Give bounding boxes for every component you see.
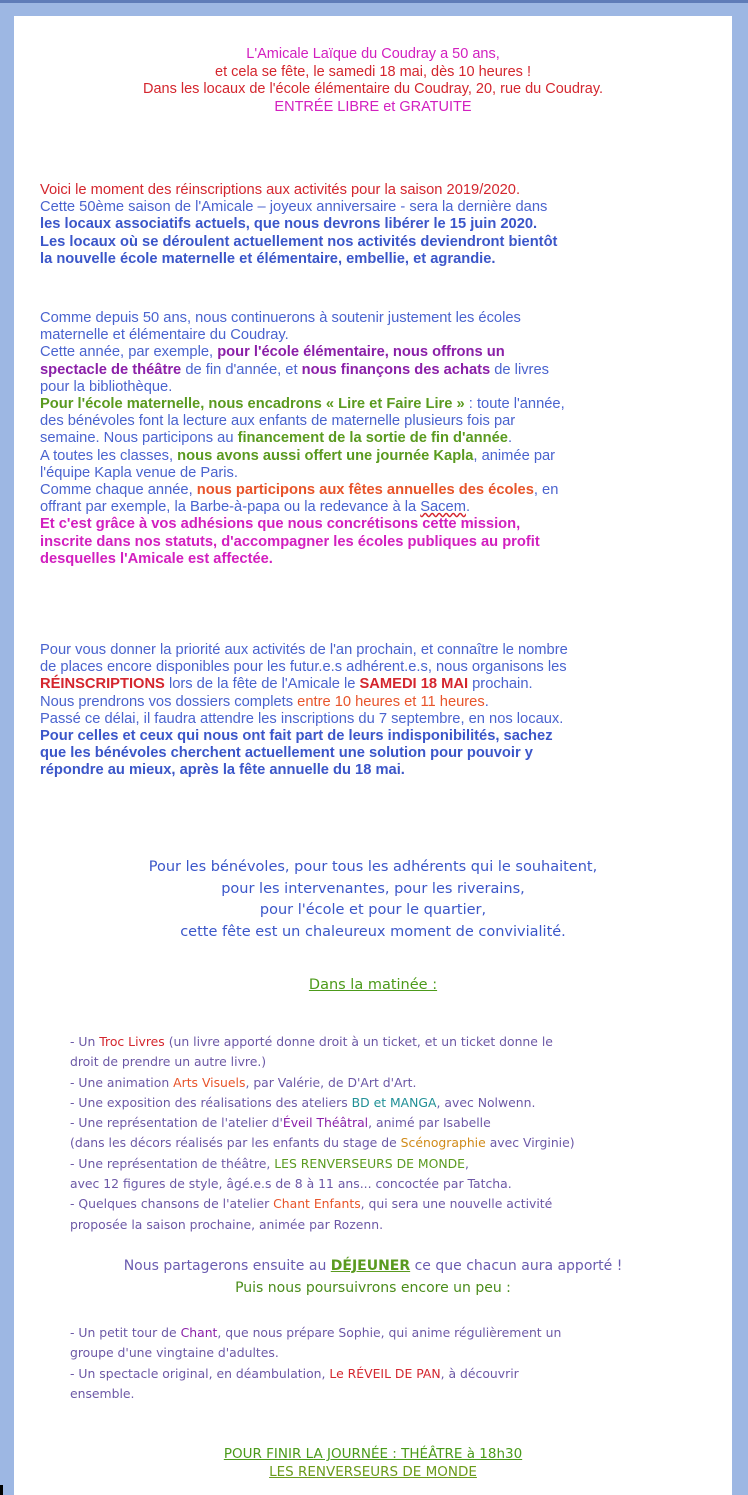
finale-block bbox=[14, 1446, 732, 1481]
text: , que nous prépare Sophie, qui anime régulièrement un bbox=[217, 1325, 562, 1340]
p1-line: les locaux associatifs actuels, que nous devrons libérer le 15 juin 2020. bbox=[40, 216, 538, 233]
lunch-block bbox=[14, 1255, 732, 1299]
highlight: SAMEDI 18 MAI bbox=[359, 676, 469, 693]
center-line: cette fête est un chaleureux moment de convivialité. bbox=[180, 923, 566, 940]
p2-line: des bénévoles font la lecture aux enfants de maternelle plusieurs fois par bbox=[40, 413, 516, 430]
text: . bbox=[507, 430, 513, 447]
support-paragraph bbox=[40, 310, 720, 568]
finale-line: LES RENVERSEURS DE MONDE bbox=[269, 1463, 477, 1480]
list-item bbox=[70, 1093, 720, 1113]
activity-name: LES RENVERSEURS DE MONDE bbox=[274, 1155, 465, 1171]
lunch-highlight: DÉJEUNER bbox=[330, 1258, 411, 1274]
sacem-word: Sacem bbox=[420, 499, 466, 516]
activity-name: Troc Livres bbox=[99, 1034, 165, 1049]
list-item: avec 12 figures de style, âgé.e.s de 8 à 11 ans... concoctée par Tatcha. bbox=[70, 1176, 512, 1192]
text: , animée par bbox=[473, 447, 556, 464]
list-item bbox=[70, 1154, 720, 1174]
text: : toute l'année, bbox=[464, 396, 565, 413]
p2-line: maternelle et élémentaire du Coudray. bbox=[40, 327, 289, 344]
activity-name: Chant Enfants bbox=[273, 1196, 361, 1212]
text: - Un spectacle original, en déambulation, bbox=[70, 1365, 330, 1381]
text: , en bbox=[533, 482, 559, 499]
priority-paragraph bbox=[40, 642, 720, 780]
p2-line bbox=[40, 448, 720, 465]
conviviality-block bbox=[14, 857, 732, 943]
p2-line bbox=[40, 482, 720, 499]
list-item bbox=[70, 1032, 720, 1052]
p2-line: desquelles l'Amicale est affectée. bbox=[40, 550, 273, 567]
highlight: nous participons aux fêtes annuelles des écoles bbox=[196, 482, 534, 499]
highlight: RÉINSCRIPTIONS bbox=[40, 676, 165, 693]
text: . bbox=[484, 693, 489, 710]
edge-marker bbox=[0, 1485, 3, 1495]
list-item bbox=[70, 1113, 720, 1133]
text: Cette année, par exemple, bbox=[40, 344, 218, 361]
reinscription-paragraph bbox=[40, 182, 720, 268]
text: , bbox=[464, 1155, 469, 1171]
highlight: financement de la sortie de fin d'année bbox=[237, 430, 508, 447]
text: (un livre apporté donne droit à un ticket, et un ticket donne le bbox=[164, 1034, 553, 1049]
afternoon-activities-list bbox=[70, 1323, 720, 1404]
intro-line-3: Dans les locaux de l'école élémentaire du Coudray, 20, rue du Coudray. bbox=[142, 81, 604, 97]
activity-name: Éveil Théâtral bbox=[282, 1115, 369, 1131]
list-item: proposée la saison prochaine, animée par Rozenn. bbox=[70, 1216, 384, 1232]
text: , qui sera une nouvelle activité bbox=[360, 1196, 553, 1212]
p2-line bbox=[40, 396, 720, 413]
list-item bbox=[70, 1073, 720, 1093]
list-item bbox=[70, 1133, 720, 1153]
text: de fin d'année, et bbox=[181, 361, 302, 378]
p3-line bbox=[40, 676, 720, 693]
highlight: nous finançons des achats bbox=[301, 361, 491, 378]
center-line: pour les intervenantes, pour les riverains, bbox=[221, 880, 525, 897]
activity-name: Chant bbox=[180, 1325, 218, 1340]
text: - Un bbox=[70, 1034, 100, 1049]
p1-line: la nouvelle école maternelle et élémentaire, embellie, et agrandie. bbox=[40, 250, 496, 267]
text: (dans les décors réalisés par les enfants du stage de bbox=[70, 1135, 401, 1151]
activity-name: BD et MANGA bbox=[351, 1094, 437, 1110]
morning-heading: Dans la matinée : bbox=[308, 977, 438, 993]
text: - Un petit tour de bbox=[70, 1325, 181, 1340]
p2-line: pour la bibliothèque. bbox=[40, 378, 173, 395]
intro-line-2: et cela se fête, le samedi 18 mai, dès 10 heures ! bbox=[215, 63, 531, 80]
p2-line bbox=[40, 344, 720, 361]
p3-line: de places encore disponibles pour les futur.e.s adhérent.e.s, nous organisons les bbox=[40, 659, 567, 676]
p2-line: Comme depuis 50 ans, nous continuerons à soutenir justement les écoles bbox=[40, 310, 521, 326]
list-item: groupe d'une vingtaine d'adultes. bbox=[70, 1345, 279, 1361]
list-item: ensemble. bbox=[70, 1385, 135, 1401]
p2-line bbox=[40, 499, 720, 516]
text: ce que chacun aura apporté ! bbox=[410, 1258, 623, 1274]
p2-line: Et c'est grâce à vos adhésions que nous concrétisons cette mission, bbox=[40, 516, 521, 533]
text: - Une représentation de théâtre, bbox=[70, 1155, 275, 1171]
p2-line bbox=[40, 430, 720, 447]
list-item bbox=[70, 1323, 720, 1343]
center-line: Pour les bénévoles, pour tous les adhérents qui le souhaitent, bbox=[148, 859, 598, 875]
text: semaine. Nous participons au bbox=[40, 430, 238, 447]
text: - Une animation bbox=[70, 1074, 174, 1090]
text: , avec Nolwenn. bbox=[436, 1094, 536, 1110]
p1-line: Voici le moment des réinscriptions aux activités pour la saison 2019/2020. bbox=[40, 182, 521, 198]
highlight: , nous offrons un bbox=[384, 344, 505, 361]
text: avec Virginie) bbox=[485, 1135, 575, 1151]
text: de livres bbox=[490, 361, 549, 378]
highlight: Pour l'école maternelle bbox=[40, 396, 201, 413]
text: Nous prendrons vos dossiers complets bbox=[40, 693, 298, 710]
text: - Une exposition des réalisations des ateliers bbox=[70, 1094, 352, 1110]
text: - Une représentation de l'atelier d' bbox=[70, 1115, 283, 1131]
p3-line: Passé ce délai, il faudra attendre les inscriptions du 7 septembre, en nos locaux. bbox=[40, 710, 564, 727]
p2-line bbox=[40, 362, 720, 379]
activity-name: Le RÉVEIL DE PAN bbox=[329, 1365, 441, 1381]
text: offrant par exemple, la Barbe-à-papa ou la redevance à la bbox=[40, 499, 421, 516]
p3-line: répondre au mieux, après la fête annuelle du 18 mai. bbox=[40, 762, 405, 779]
text: prochain. bbox=[468, 676, 533, 693]
text: , par Valérie, de D'Art d'Art. bbox=[245, 1074, 417, 1090]
highlight: pour l'école élémentaire bbox=[217, 344, 385, 361]
text: . bbox=[465, 499, 471, 516]
intro-header bbox=[14, 46, 732, 116]
p3-line: Pour celles et ceux qui nous ont fait part de leurs indisponibilités, sachez bbox=[40, 728, 553, 745]
text: A toutes les classes, bbox=[40, 447, 178, 464]
list-item bbox=[70, 1364, 720, 1384]
lunch-line: Puis nous poursuivrons encore un peu : bbox=[235, 1280, 511, 1296]
p3-line: que les bénévoles cherchent actuellement une solution pour pouvoir y bbox=[40, 745, 533, 762]
intro-line-1: L'Amicale Laïque du Coudray a 50 ans, bbox=[246, 46, 500, 62]
morning-activities-list bbox=[70, 1032, 720, 1235]
list-item bbox=[70, 1194, 720, 1214]
p3-line: Pour vous donner la priorité aux activités de l'an prochain, et connaître le nombre bbox=[40, 642, 568, 658]
p3-line bbox=[40, 694, 720, 711]
center-line: pour l'école et pour le quartier, bbox=[259, 902, 487, 918]
highlight: , nous encadrons « Lire et Faire Lire » bbox=[200, 396, 465, 413]
activity-name: Arts Visuels bbox=[173, 1074, 246, 1090]
highlight: nous avons aussi offert une journée Kapla bbox=[177, 447, 474, 464]
top-border bbox=[0, 0, 748, 3]
lunch-line bbox=[14, 1255, 732, 1277]
text: Nous partagerons ensuite au bbox=[123, 1258, 331, 1274]
p1-line: Les locaux où se déroulent actuellement nos activités deviendront bientôt bbox=[40, 233, 558, 250]
text: Comme chaque année, bbox=[40, 482, 197, 499]
p2-line: l'équipe Kapla venue de Paris. bbox=[40, 464, 238, 481]
list-item: droit de prendre un autre livre.) bbox=[70, 1054, 267, 1070]
text: , animé par Isabelle bbox=[368, 1115, 491, 1131]
text: lors de la fête de l'Amicale le bbox=[164, 676, 360, 693]
intro-line-4: ENTRÉE LIBRE et GRATUITE bbox=[274, 98, 472, 115]
highlight: spectacle de théâtre bbox=[40, 361, 182, 378]
p2-line: inscrite dans nos statuts, d'accompagner les écoles publiques au profit bbox=[40, 533, 540, 550]
p1-line: Cette 50ème saison de l'Amicale – joyeux anniversaire - sera la dernière dans bbox=[40, 199, 548, 216]
finale-line: POUR FINIR LA JOURNÉE : THÉÂTRE à 18h30 bbox=[223, 1446, 523, 1462]
highlight: entre 10 heures et 11 heures bbox=[297, 693, 485, 710]
activity-name: Scénographie bbox=[400, 1135, 486, 1151]
text: , à découvrir bbox=[440, 1365, 519, 1381]
announcement-panel bbox=[14, 16, 732, 1495]
text: - Quelques chansons de l'atelier bbox=[70, 1196, 274, 1212]
